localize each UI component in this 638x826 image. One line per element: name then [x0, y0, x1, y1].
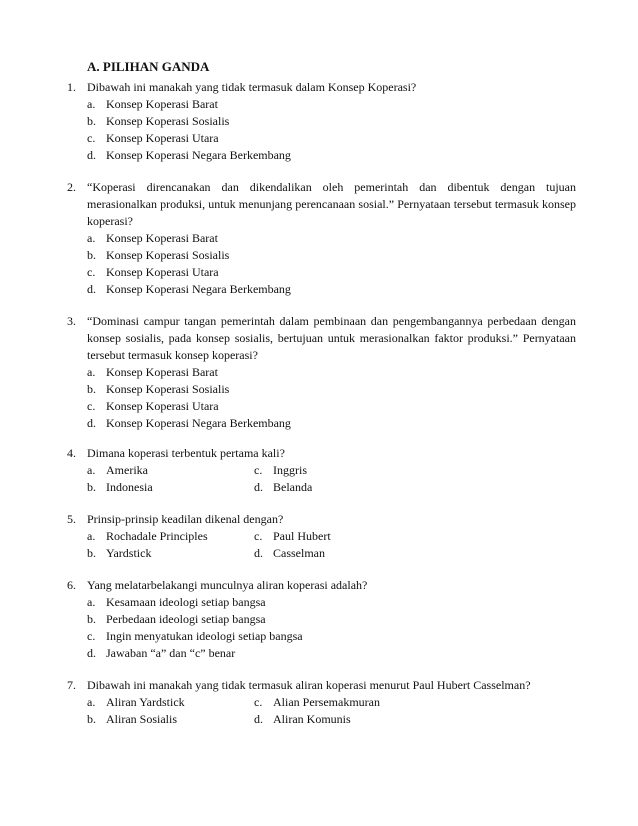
option-text: Konsep Koperasi Negara Berkembang [106, 148, 291, 162]
question-text: Yang melatarbelakangi munculnya aliran koperasi adalah? [87, 578, 368, 592]
option-letter: c. [87, 399, 96, 413]
option-letter: a. [87, 695, 96, 709]
option-c [254, 462, 307, 479]
question-1 [67, 79, 576, 164]
option-letter: c. [254, 529, 263, 543]
option-letter: b. [87, 712, 96, 726]
question-text: Prinsip-prinsip keadilan dikenal dengan? [87, 512, 284, 526]
option-text: Konsep Koperasi Barat [106, 365, 218, 379]
option-text: Inggris [273, 463, 307, 477]
option-letter: b. [87, 114, 96, 128]
option-c [67, 264, 576, 281]
option-letter: a. [87, 595, 96, 609]
option-text: Casselman [273, 546, 325, 560]
question-4 [67, 445, 576, 496]
option-text: Aliran Sosialis [106, 712, 177, 726]
option-letter: d. [254, 480, 263, 494]
option-c [254, 528, 331, 545]
option-a [67, 230, 576, 247]
option-b [87, 545, 254, 562]
option-text: Konsep Koperasi Barat [106, 97, 218, 111]
section-title: A. PILIHAN GANDA [87, 59, 210, 74]
option-letter: c. [254, 695, 263, 709]
option-d [67, 147, 576, 164]
option-a [87, 528, 254, 545]
question-text: Dibawah ini manakah yang tidak termasuk aliran koperasi menurut Paul Hubert Casselman? [87, 678, 531, 692]
option-b [87, 479, 254, 496]
option-b [67, 611, 576, 628]
option-b [67, 247, 576, 264]
question-7 [67, 677, 576, 728]
question-number: 1. [67, 80, 76, 94]
option-letter: b. [87, 248, 96, 262]
option-letter: d. [87, 148, 96, 162]
option-text: Konsep Koperasi Sosialis [106, 382, 230, 396]
option-letter: a. [87, 365, 96, 379]
option-letter: d. [254, 546, 263, 560]
option-letter: b. [87, 480, 96, 494]
question-5 [67, 511, 576, 562]
option-letter: d. [254, 712, 263, 726]
option-b [67, 381, 576, 398]
option-text: Konsep Koperasi Negara Berkembang [106, 282, 291, 296]
option-text: Rochadale Principles [106, 529, 208, 543]
option-text: Konsep Koperasi Negara Berkembang [106, 416, 291, 430]
option-letter: b. [87, 382, 96, 396]
option-text: Kesamaan ideologi setiap bangsa [106, 595, 266, 609]
option-text: Konsep Koperasi Utara [106, 265, 219, 279]
option-b [87, 711, 254, 728]
option-d [254, 479, 312, 496]
option-text: Konsep Koperasi Sosialis [106, 114, 230, 128]
question-3 [67, 313, 576, 432]
option-letter: c. [254, 463, 263, 477]
option-b [67, 113, 576, 130]
option-d [254, 711, 351, 728]
option-letter: b. [87, 546, 96, 560]
question-number: 3. [67, 314, 76, 328]
option-letter: c. [87, 265, 96, 279]
question-6 [67, 577, 576, 662]
question-number: 4. [67, 446, 76, 460]
option-letter: c. [87, 131, 96, 145]
option-letter: d. [87, 282, 96, 296]
option-row [67, 694, 576, 711]
option-a [87, 694, 254, 711]
option-a [67, 364, 576, 381]
option-text: Yardstick [106, 546, 152, 560]
question-number: 5. [67, 512, 76, 526]
option-letter: a. [87, 529, 96, 543]
option-d [67, 645, 576, 662]
question-2 [67, 179, 576, 298]
option-text: Indonesia [106, 480, 153, 494]
option-a [87, 462, 254, 479]
option-text: Amerika [106, 463, 148, 477]
option-text: Konsep Koperasi Sosialis [106, 248, 230, 262]
option-text: Konsep Koperasi Utara [106, 131, 219, 145]
option-text: Alian Persemakmuran [273, 695, 380, 709]
option-letter: a. [87, 463, 96, 477]
option-letter: d. [87, 416, 96, 430]
option-c [67, 628, 576, 645]
question-text: “Dominasi campur tangan pemerintah dalam pembinaan dan pengembangannya perbedaan dengan konsep sosialis, pada konsep sosialis, bertujuan untuk merasionalkan faktor produksi.” Pernyataan tersebut termasuk konsep koperasi? [87, 314, 576, 362]
question-number: 7. [67, 678, 76, 692]
option-d [67, 281, 576, 298]
option-d [254, 545, 325, 562]
option-text: Belanda [273, 480, 313, 494]
question-text: Dimana koperasi terbentuk pertama kali? [87, 446, 285, 460]
option-text: Aliran Yardstick [106, 695, 185, 709]
option-letter: b. [87, 612, 96, 626]
question-number: 6. [67, 578, 76, 592]
question-number: 2. [67, 180, 76, 194]
option-c [67, 130, 576, 147]
option-row [67, 462, 576, 479]
question-text: Dibawah ini manakah yang tidak termasuk dalam Konsep Koperasi? [87, 80, 417, 94]
option-row [67, 479, 576, 496]
option-text: Paul Hubert [273, 529, 331, 543]
question-text: “Koperasi direncanakan dan dikendalikan oleh pemerintah dan dibentuk dengan tujuan merasionalkan produksi, untuk menunjang perencanaan sosial.” Pernyataan tersebut termasuk konsep koperasi? [87, 180, 576, 228]
option-text: Ingin menyatukan ideologi setiap bangsa [106, 629, 303, 643]
option-text: Perbedaan ideologi setiap bangsa [106, 612, 266, 626]
option-text: Aliran Komunis [273, 712, 351, 726]
option-text: Konsep Koperasi Barat [106, 231, 218, 245]
option-letter: c. [87, 629, 96, 643]
option-row [67, 545, 576, 562]
option-letter: a. [87, 231, 96, 245]
option-a [67, 96, 576, 113]
option-row [67, 711, 576, 728]
option-letter: a. [87, 97, 96, 111]
option-c [67, 398, 576, 415]
option-text: Jawaban “a” dan “c” benar [106, 646, 236, 660]
option-d [67, 415, 576, 432]
option-letter: d. [87, 646, 96, 660]
option-row [67, 528, 576, 545]
option-c [254, 694, 380, 711]
option-text: Konsep Koperasi Utara [106, 399, 219, 413]
option-a [67, 594, 576, 611]
